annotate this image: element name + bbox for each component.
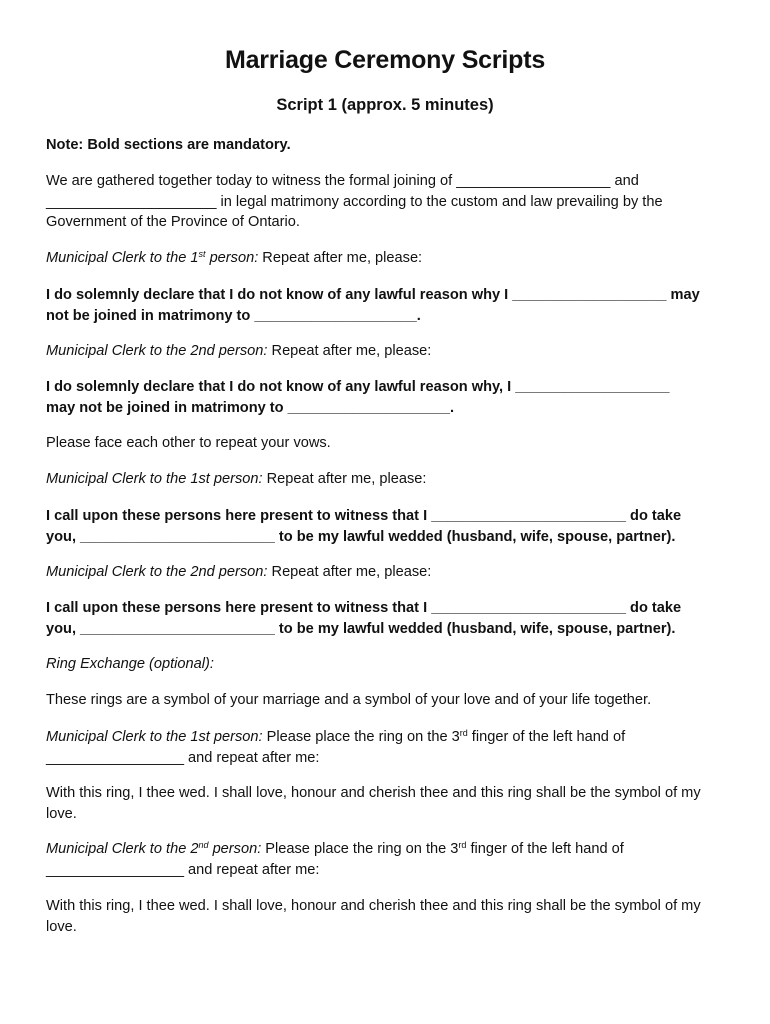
clerk-text: Repeat after me, please:	[258, 250, 423, 266]
face-each-other: Please face each other to repeat your vows.	[46, 435, 331, 451]
ring-instruction-line: Municipal Clerk to the 2nd person: Please place the ring on the 3rd finger of the left hand of	[46, 840, 624, 857]
clerk-instruction-1st-vows	[46, 469, 736, 490]
clerk-label: Municipal Clerk to the 1st person:	[46, 249, 259, 266]
declaration-line: I do solemnly declare that I do not know of any lawful reason why I ___________________ may	[46, 287, 700, 303]
clerk-text: Repeat after me, please:	[267, 343, 432, 359]
document-title: Marriage Ceremony Scripts	[224, 46, 546, 74]
ring-vow-line: love.	[46, 918, 77, 935]
ring-vow-1st	[46, 783, 736, 824]
clerk-label: Municipal Clerk to the 2nd person:	[46, 840, 262, 857]
vow-line: you, ________________________ to be my lawful wedded (husband, wife, spouse, partner).	[46, 620, 676, 637]
ring-vow-line: With this ring, I thee wed. I shall love, honour and cherish thee and this ring shall be the symbol of my	[46, 898, 701, 914]
vow-line: I call upon these persons here present to witness that I ________________________ do take	[46, 508, 682, 524]
ring-instruction-line: _________________ and repeat after me:	[46, 749, 320, 766]
declaration-line: not be joined in matrimony to ____________________.	[46, 307, 421, 324]
rings-symbol-text: These rings are a symbol of your marriage and a symbol of your love and of your life together.	[46, 692, 652, 708]
clerk-label: Municipal Clerk to the 1st person:	[46, 729, 263, 745]
ring-exchange-heading: Ring Exchange (optional):	[46, 656, 214, 672]
ring-vow-2nd	[46, 896, 736, 937]
vow-2nd	[46, 598, 736, 639]
clerk-label: Municipal Clerk to the 1st person:	[46, 471, 263, 487]
intro-paragraph	[46, 171, 736, 233]
clerk-instruction-1st	[46, 248, 736, 269]
declaration-line: I do solemnly declare that I do not know of any lawful reason why, I ___________________	[46, 379, 670, 395]
vow-line: you, ________________________ to be my lawful wedded (husband, wife, spouse, partner).	[46, 528, 676, 545]
script-subtitle: Script 1 (approx. 5 minutes)	[276, 96, 494, 114]
declaration-1st	[46, 285, 736, 326]
intro-line: _____________________ in legal matrimony according to the custom and law prevailing by the	[46, 193, 663, 210]
declaration-2nd	[46, 377, 736, 418]
clerk-instruction-2nd	[46, 341, 736, 362]
intro-line: We are gathered together today to witness the formal joining of ___________________ and	[46, 173, 639, 189]
ring-instruction-line: Municipal Clerk to the 1st person: Please place the ring on the 3rd finger of the left hand of	[46, 728, 626, 745]
ring-vow-line: With this ring, I thee wed. I shall love, honour and cherish thee and this ring shall be the symbol of my	[46, 785, 701, 801]
intro-line: Government of the Province of Ontario.	[46, 214, 300, 231]
clerk-label: Municipal Clerk to the 2nd person:	[46, 343, 268, 359]
clerk-ring-instruction-1st	[46, 727, 736, 768]
vow-line: I call upon these persons here present to witness that I ________________________ do take	[46, 600, 682, 616]
clerk-label: Municipal Clerk to the 2nd person:	[46, 564, 268, 580]
clerk-text: Repeat after me, please:	[267, 564, 432, 580]
ring-instruction-line: _________________ and repeat after me:	[46, 861, 320, 878]
vow-1st	[46, 506, 736, 547]
clerk-ring-instruction-2nd	[46, 839, 736, 880]
clerk-instruction-2nd-vows	[46, 562, 736, 583]
ring-vow-line: love.	[46, 805, 77, 822]
declaration-line: may not be joined in matrimony to ____________________.	[46, 399, 455, 416]
clerk-text: Repeat after me, please:	[262, 471, 427, 487]
mandatory-note: Note: Bold sections are mandatory.	[46, 137, 291, 153]
